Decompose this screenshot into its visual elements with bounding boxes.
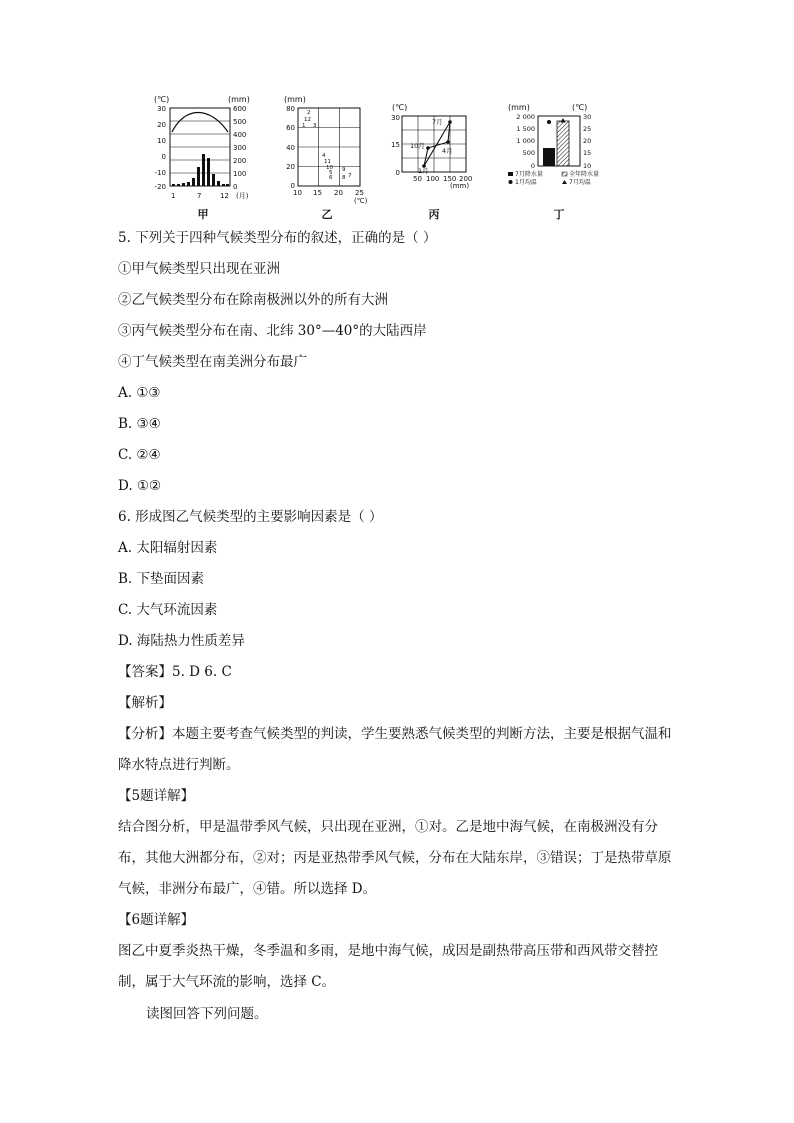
bing-y-unit: (℃) bbox=[392, 103, 408, 112]
ding-right-tick: 15 bbox=[583, 149, 592, 157]
ding-annual-precip-bar bbox=[557, 121, 569, 166]
yi-y-tick: 80 bbox=[286, 105, 295, 113]
detail-6-paragraph: 图乙中夏季炎热干燥，冬季温和多雨，是地中海气候，成因是副热带高压带和西风带交替控制，属于大气环流的影响，选择 C。 bbox=[118, 943, 658, 990]
yi-point-label: 3 bbox=[313, 123, 317, 129]
yi-y-tick: 40 bbox=[286, 144, 295, 152]
q6-option-d: D. 海陆热力性质差异 bbox=[118, 633, 245, 649]
jia-x-tick: 1 bbox=[171, 192, 176, 200]
yi-point-label: 4 bbox=[322, 153, 326, 159]
yi-point-label: 7 bbox=[348, 173, 352, 179]
yi-point-label: 9 bbox=[342, 167, 346, 173]
yi-point-label: 8 bbox=[342, 175, 346, 181]
jia-left-tick: -10 bbox=[154, 169, 166, 177]
jia-temp-curve bbox=[172, 113, 228, 133]
yi-x-tick: 20 bbox=[334, 189, 343, 197]
detail-5-paragraph: 结合图分析，甲是温带季风气候，只出现在亚洲，①对。乙是地中海气候，在南极洲没有分布，其他大洲都分布，②对；丙是亚热带季风气候，分布在大陆东岸，③错误；丁是热带草原气候，非洲分布最广，④错。所以选择 D。 bbox=[118, 819, 672, 897]
jia-left-tick: 10 bbox=[157, 137, 166, 145]
jia-right-tick: 400 bbox=[233, 131, 247, 139]
yi-x-tick: 25 bbox=[355, 189, 364, 197]
figure-yi bbox=[282, 92, 382, 204]
ding-right-tick: 20 bbox=[583, 137, 592, 145]
jia-x-unit: (月) bbox=[236, 192, 249, 200]
ding-right-tick: 30 bbox=[583, 113, 592, 121]
ding-jan-temp-dot bbox=[547, 120, 551, 124]
figure-jia-caption: 甲 bbox=[197, 208, 209, 221]
jia-right-tick: 200 bbox=[233, 157, 247, 165]
ding-left-tick: 500 bbox=[522, 149, 535, 157]
ding-right-unit: (℃) bbox=[572, 103, 588, 112]
q5-statement-1: ①甲气候类型只出现在亚洲 bbox=[118, 261, 280, 277]
ding-left-tick: 1 000 bbox=[516, 137, 535, 145]
ding-left-tick: 2 000 bbox=[516, 113, 535, 121]
yi-point-label: 1 bbox=[302, 123, 306, 129]
bing-x-tick: 150 bbox=[443, 175, 457, 183]
q5-statement-4: ④丁气候类型在南美洲分布最广 bbox=[118, 354, 307, 370]
figure-bing bbox=[388, 92, 488, 204]
ding-left-unit: (mm) bbox=[508, 103, 530, 112]
yi-point-label: 10 bbox=[326, 165, 333, 171]
bing-y-tick: 15 bbox=[391, 141, 400, 149]
ding-legend-item: 7月均温 bbox=[569, 179, 591, 186]
detail-6-heading: 【6题详解】 bbox=[118, 912, 195, 928]
yi-point-label: 5 bbox=[329, 170, 333, 176]
jia-x-tick: 12 bbox=[220, 192, 229, 200]
jiexi-heading: 【解析】 bbox=[118, 695, 172, 711]
jia-precip-bars bbox=[172, 154, 229, 186]
bing-point-label: 10月 bbox=[410, 142, 425, 150]
jia-left-unit: (℃) bbox=[154, 95, 170, 104]
yi-point-label: 12 bbox=[304, 117, 311, 123]
q5-stem: 5. 下列关于四种气候类型分布的叙述，正确的是（ ） bbox=[118, 230, 437, 246]
q5-option-c: C. ②④ bbox=[118, 447, 161, 463]
figure-yi-caption: 乙 bbox=[321, 208, 333, 221]
final-instruction: 读图回答下列问题。 bbox=[146, 1006, 268, 1022]
bing-x-unit: (mm) bbox=[450, 182, 470, 190]
bing-point-label: 1月 bbox=[418, 167, 429, 175]
jia-right-unit: (mm) bbox=[228, 95, 250, 104]
ding-right-tick: 10 bbox=[583, 162, 592, 170]
yi-point-labels bbox=[302, 110, 352, 181]
figure-bing-caption: 丙 bbox=[428, 208, 440, 221]
ding-legend-item: 7月降水量 bbox=[515, 171, 543, 178]
ding-july-precip-bar bbox=[543, 148, 555, 166]
yi-y-unit: (mm) bbox=[284, 95, 306, 104]
bing-point-label: 7月 bbox=[432, 118, 443, 126]
q5-option-a: A. ①③ bbox=[118, 385, 161, 401]
jia-left-tick: 0 bbox=[161, 153, 166, 161]
analysis-paragraph: 【分析】本题主要考查气候类型的判读，学生要熟悉气候类型的判断方法，主要是根据气温和降水特点进行判断。 bbox=[118, 726, 672, 773]
answer-line: 【答案】5. D 6. C bbox=[118, 664, 232, 680]
climate-figures bbox=[0, 92, 794, 222]
jia-right-tick: 300 bbox=[233, 144, 247, 152]
q6-stem: 6. 形成图乙气候类型的主要影响因素是（ ） bbox=[118, 509, 383, 525]
jia-left-tick: 20 bbox=[157, 121, 166, 129]
yi-x-tick: 10 bbox=[293, 189, 302, 197]
q5-statement-2: ②乙气候类型分布在除南极洲以外的所有大洲 bbox=[118, 292, 388, 308]
ding-legend-item: 全年降水量 bbox=[569, 171, 600, 178]
yi-x-unit: (℃) bbox=[354, 197, 368, 204]
yi-y-tick: 60 bbox=[286, 124, 295, 132]
q5-statement-3: ③丙气候类型分布在南、北纬 30°—40°的大陆西岸 bbox=[118, 323, 427, 339]
ding-legend-item: 1月均温 bbox=[515, 179, 537, 186]
ding-left-tick: 1 500 bbox=[516, 125, 535, 133]
jia-right-tick: 0 bbox=[233, 183, 238, 191]
jia-left-tick: -20 bbox=[154, 183, 166, 191]
bing-x-tick: 50 bbox=[413, 175, 422, 183]
jia-x-tick: 7 bbox=[197, 192, 202, 200]
bing-x-tick: 100 bbox=[426, 175, 440, 183]
yi-point-label: 11 bbox=[324, 159, 331, 165]
bing-point-label: 4月 bbox=[442, 147, 453, 155]
ding-jul-temp-triangle bbox=[561, 118, 566, 123]
ding-right-tick: 25 bbox=[583, 125, 592, 133]
jia-left-tick: 30 bbox=[157, 105, 166, 113]
yi-point-label: 2 bbox=[307, 110, 311, 116]
yi-x-tick: 15 bbox=[313, 189, 322, 197]
q5-option-d: D. ①② bbox=[118, 478, 162, 494]
jia-right-tick: 600 bbox=[233, 105, 247, 113]
bing-x-tick: 200 bbox=[459, 175, 473, 183]
q6-option-a: A. 太阳辐射因素 bbox=[118, 540, 218, 556]
figure-ding-caption: 丁 bbox=[553, 208, 565, 221]
q6-option-c: C. 大气环流因素 bbox=[118, 602, 218, 618]
jia-right-tick: 100 bbox=[233, 170, 247, 178]
ding-left-tick: 0 bbox=[530, 162, 535, 170]
bing-y-tick: 30 bbox=[391, 114, 400, 122]
yi-y-tick: 0 bbox=[290, 182, 295, 190]
yi-point-label: 6 bbox=[329, 175, 333, 181]
q5-option-b: B. ③④ bbox=[118, 416, 161, 432]
figure-ding bbox=[500, 92, 630, 204]
yi-y-tick: 20 bbox=[286, 163, 295, 171]
jia-right-tick: 500 bbox=[233, 118, 247, 126]
bing-y-tick: 0 bbox=[395, 169, 400, 177]
detail-5-heading: 【5题详解】 bbox=[118, 788, 195, 804]
q6-option-b: B. 下垫面因素 bbox=[118, 571, 205, 587]
figure-jia bbox=[150, 92, 280, 204]
